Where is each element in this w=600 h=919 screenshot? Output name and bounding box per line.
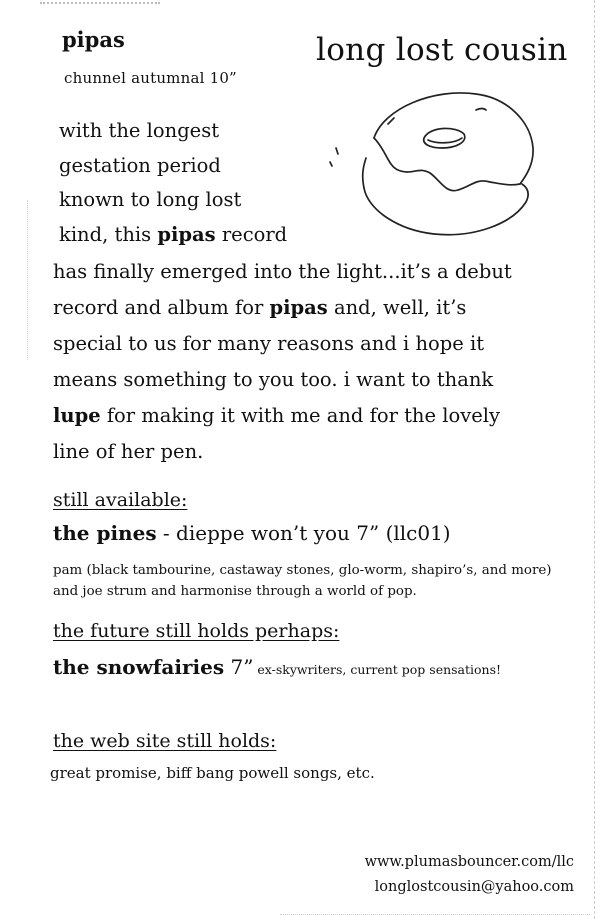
body-line-1: has finally emerged into the light...it’s a debut [53, 260, 512, 283]
scan-edge-top [40, 2, 160, 4]
intro-paragraph [59, 114, 287, 252]
website-text: great promise, biff bang powell songs, etc. [50, 764, 375, 782]
body-text: for making it with me and for the lovely [100, 404, 501, 427]
release-title: chunnel autumnal 10” [64, 69, 237, 87]
body-line-2 [53, 290, 583, 326]
body-line-6: line of her pen. [53, 440, 204, 463]
still-available-heading: still available: [53, 489, 188, 511]
body-line-4: means something to you too. i want to thank [53, 368, 494, 391]
item-note: ex-skywriters, current pop sensations! [253, 662, 502, 677]
item-band: the pines [53, 521, 157, 545]
person-mention: lupe [53, 404, 101, 427]
future-item [53, 655, 501, 679]
intro-line-1: with the longest [59, 119, 220, 142]
website-url[interactable]: www.plumasbouncer.com/llc [364, 854, 574, 870]
scan-edge-right [594, 0, 595, 919]
intro-line-4 [59, 218, 287, 253]
body-text: and, well, it’s [327, 296, 467, 319]
intro-text: kind, this [59, 222, 158, 246]
website-heading: the web site still holds: [53, 730, 277, 752]
band-mention: pipas [157, 222, 216, 246]
body-line-5 [53, 398, 583, 434]
future-heading: the future still holds perhaps: [53, 620, 340, 642]
donut-drawing-icon [326, 70, 542, 240]
body-paragraph [53, 254, 583, 470]
item-format: 7” [224, 655, 254, 679]
intro-line-2: gestation period [59, 153, 221, 177]
item-band: the snowfairies [53, 655, 225, 679]
scan-edge-left [27, 200, 28, 360]
body-line-3: special to us for many reasons and i hope it [53, 332, 485, 355]
scan-edge-bottom [280, 914, 590, 915]
contact-email[interactable]: longlostcousin@yahoo.com [374, 879, 574, 895]
still-available-item [53, 521, 451, 545]
intro-text: record [215, 222, 288, 246]
band-mention: pipas [269, 296, 328, 319]
intro-line-3: known to long lost [59, 188, 242, 212]
band-name: pipas [62, 27, 125, 52]
item-details: - dieppe won’t you 7” (llc01) [156, 521, 451, 545]
still-available-description: pam (black tambourine, castaway stones, glo-worm, shapiro’s, and more) and joe strum and harmonise through a world of pop. [53, 563, 552, 599]
body-text: record and album for [53, 296, 270, 319]
label-name: long lost cousin [316, 32, 568, 68]
